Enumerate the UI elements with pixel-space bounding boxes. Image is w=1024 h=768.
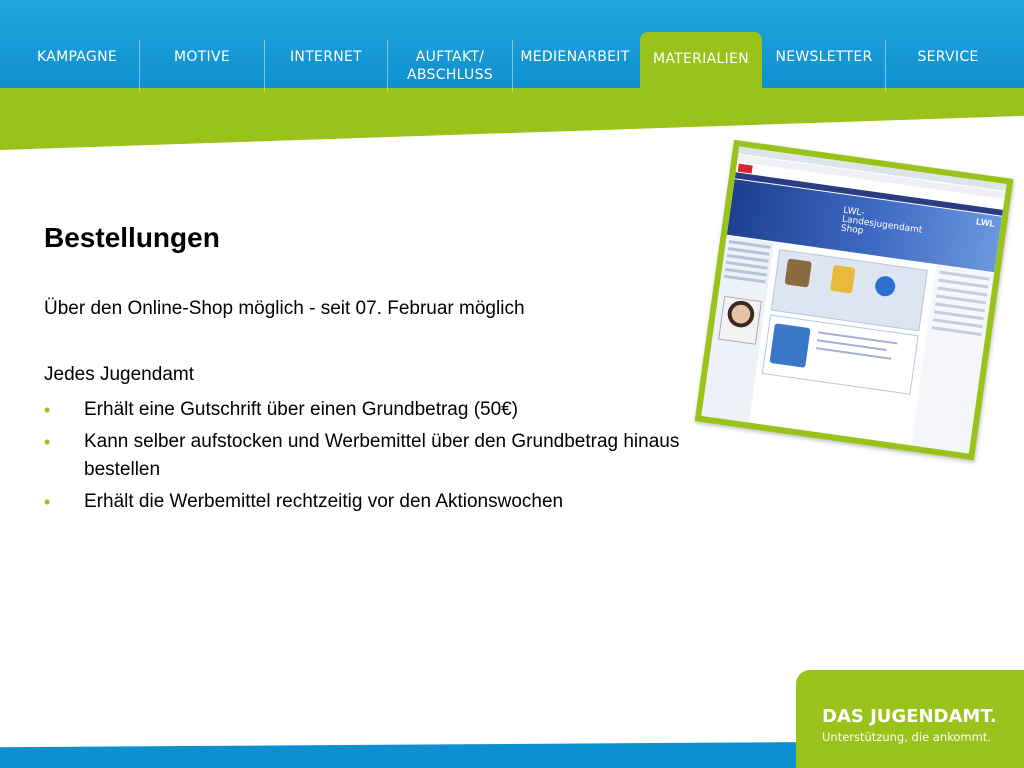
nav-item-newsletter[interactable]	[763, 38, 885, 94]
book-icon	[785, 258, 812, 287]
nav-item-kampagne[interactable]	[14, 38, 140, 94]
list-item-text: Kann selber aufstocken und Werbemittel über den Grundbetrag hinaus bestellen	[84, 431, 680, 480]
shop-hero-text: LWL- Landesjugendamt Shop	[840, 205, 923, 237]
nav-item-medienarbeit[interactable]	[513, 38, 637, 94]
shop-screenshot-image	[695, 140, 1014, 460]
list-item-text: Erhält die Werbemittel rechtzeitig vor den Aktionswochen	[84, 491, 564, 512]
nav-item-label: INTERNET	[290, 49, 362, 65]
bullet-icon: •	[44, 492, 51, 512]
contact-person-photo	[718, 296, 762, 345]
list-item-text: Erhält eine Gutschrift über einen Grundbetrag (50€)	[84, 399, 519, 420]
nav-item-label: MATERIALIEN	[653, 51, 749, 67]
folder-icon	[830, 265, 855, 294]
nav-item-materialien[interactable]	[640, 32, 762, 92]
page-title: Bestellungen	[44, 222, 220, 253]
nav-item-auftakt-abschluss[interactable]	[388, 38, 512, 94]
product-thumb-icon	[769, 323, 810, 368]
nav-item-label: MOTIVE	[173, 49, 230, 65]
nav-item-motive[interactable]	[140, 38, 264, 94]
nav-item-internet[interactable]	[265, 38, 387, 94]
page-subtitle: Über den Online-Shop möglich - seit 07. Februar möglich	[44, 298, 525, 319]
nav-item-label: SERVICE	[917, 49, 979, 65]
nav-item-label: MEDIENARBEIT	[520, 49, 630, 65]
footer-brand-title: DAS JUGENDAMT.	[822, 706, 997, 727]
nav-item-label: AUFTAKT/ ABSCHLUSS	[407, 49, 493, 83]
list-lead: Jedes Jugendamt	[44, 364, 194, 385]
list-item	[44, 428, 744, 484]
shop-screenshot-content	[701, 147, 1006, 454]
nav-green-band	[0, 88, 1024, 150]
nav-item-service[interactable]	[886, 38, 1010, 94]
list-item	[44, 396, 744, 424]
list-item	[44, 488, 744, 516]
nav-item-label: KAMPAGNE	[36, 49, 118, 65]
bullet-icon: •	[44, 432, 51, 452]
lwl-logo-text: LWL	[975, 216, 996, 229]
footer-brand-tagline: Unterstützung, die ankommt.	[822, 730, 991, 744]
bullet-list	[44, 396, 744, 520]
bullet-icon: •	[44, 400, 51, 420]
nav-item-label: NEWSLETTER	[775, 49, 873, 65]
